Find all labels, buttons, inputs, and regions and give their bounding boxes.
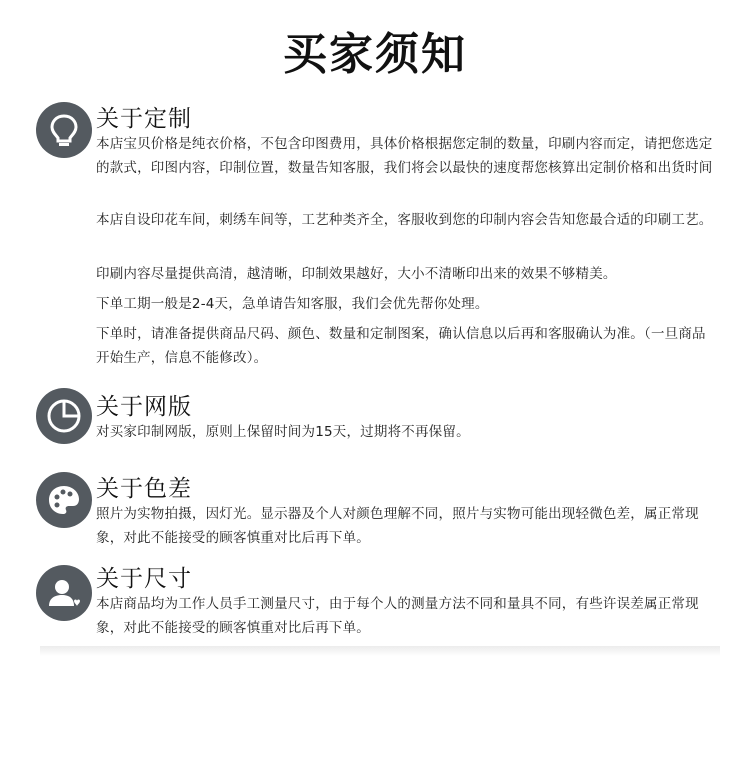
user-heart-icon bbox=[36, 565, 92, 621]
paragraph: 下单工期一般是2-4天，急单请告知客服，我们会优先帮你处理。 bbox=[96, 296, 489, 312]
paragraph: 本店宝贝价格是纯衣价格，不包含印图费用，具体价格根据您定制的数量，印刷内容而定，请把您选定的款式，印图内容，印制位置，数量告知客服，我们将会以最快的速度帮您核算出定制价格和出货时间 bbox=[96, 136, 713, 176]
paragraph: 下单时，请准备提供商品尺码、颜色、数量和定制图案，确认信息以后再和客服确认为准。（一旦商品开始生产，信息不能修改）。 bbox=[96, 326, 706, 366]
paragraph: 本店商品均为工作人员手工测量尺寸，由于每个人的测量方法不同和量具不同，有些许误差属正常现象，对此不能接受的顾客慎重对比后再下单。 bbox=[96, 596, 699, 636]
page-title: 买家须知 bbox=[283, 29, 467, 80]
section-heading: 关于定制 bbox=[96, 106, 192, 132]
paragraph: 印刷内容尽量提供高清，越清晰，印制效果越好，大小不清晰印出来的效果不够精美。 bbox=[96, 266, 617, 282]
section-heading: 关于尺寸 bbox=[96, 566, 192, 592]
paragraph: 对买家印制网版，原则上保留时间为15天，过期将不再保留。 bbox=[96, 424, 470, 440]
section-heading: 关于色差 bbox=[96, 476, 192, 502]
pie-chart-icon bbox=[36, 388, 92, 444]
paragraph: 照片为实物拍摄，因灯光。显示器及个人对颜色理解不同，照片与实物可能出现轻微色差，属正常现象，对此不能接受的顾客慎重对比后再下单。 bbox=[96, 506, 699, 546]
lightbulb-icon bbox=[36, 102, 92, 158]
palette-icon bbox=[36, 472, 92, 528]
divider bbox=[40, 646, 720, 656]
section-heading: 关于网版 bbox=[96, 394, 192, 420]
paragraph: 本店自设印花车间，刺绣车间等，工艺种类齐全，客服收到您的印制内容会告知您最合适的印刷工艺。 bbox=[96, 212, 713, 228]
